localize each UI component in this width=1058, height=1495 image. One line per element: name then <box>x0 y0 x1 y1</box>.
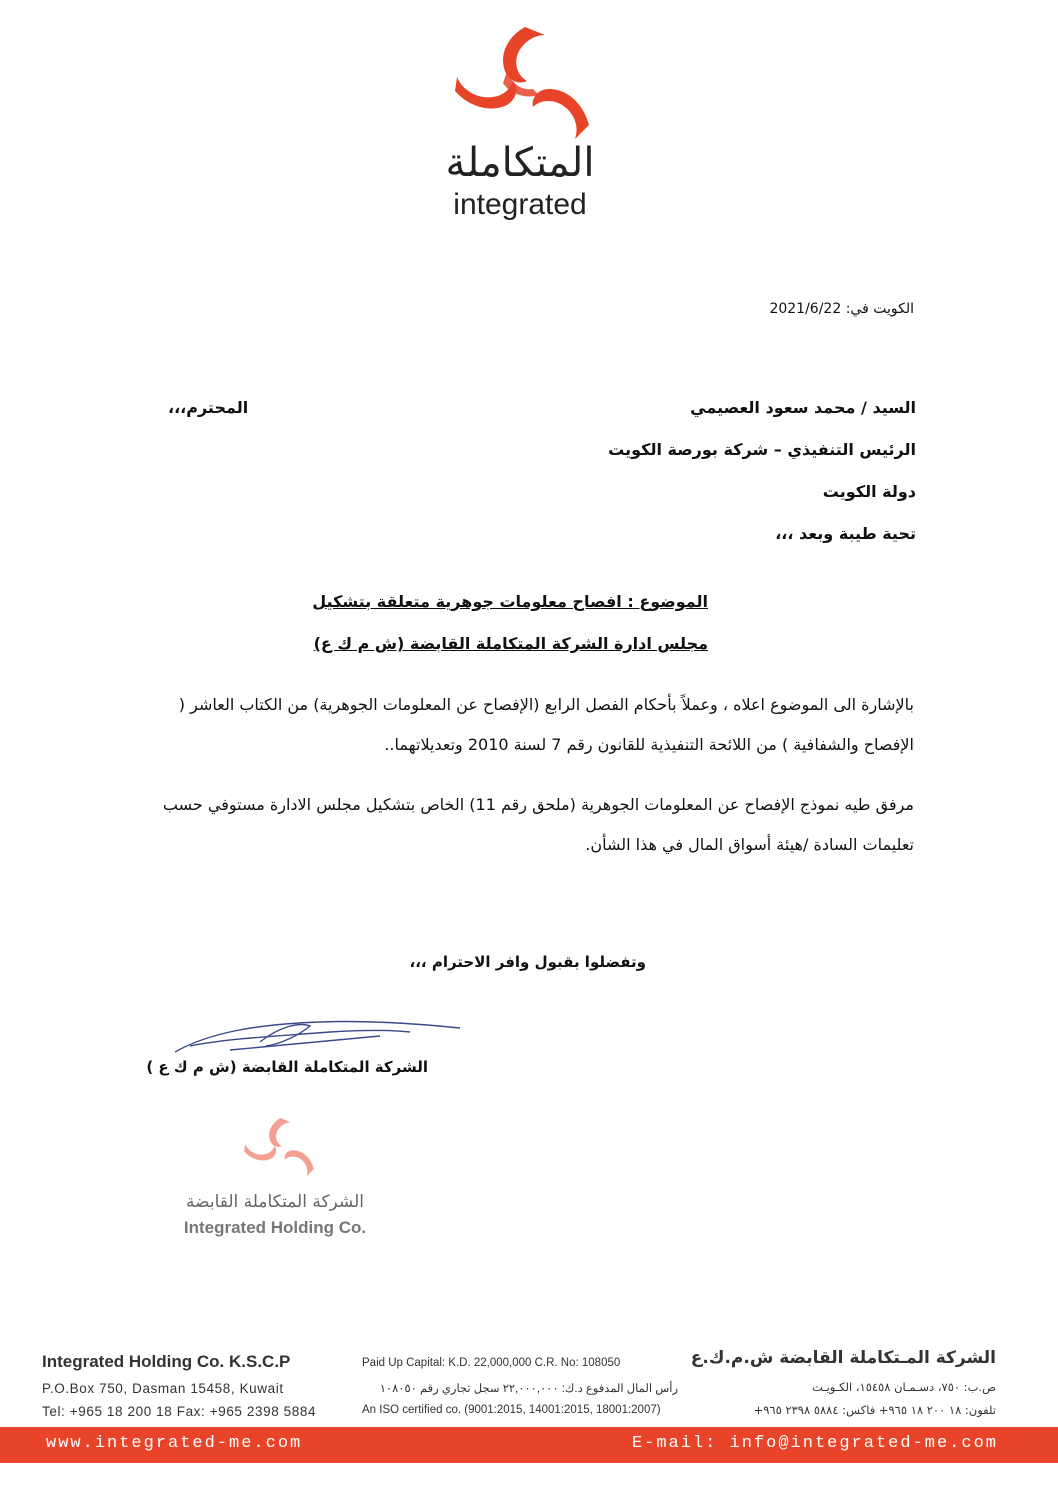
recipient-state: دولة الكويت <box>822 482 916 501</box>
letter-date: الكويت في: 2021/6/22 <box>769 301 914 317</box>
logo-english-wordmark: integrated <box>453 188 587 221</box>
footer-phone-ar: تلفون: ١٨ ٢٠٠ ١٨ ٩٦٥+ فاكس: ٥٨٨٤ ٢٣٩٨ ٩٦٥+ <box>753 1403 996 1417</box>
footer-address-ar: ص.ب: ٧٥٠، دسـمـان ١٥٤٥٨، الكـويـت <box>811 1380 996 1394</box>
footer-company-name-en: Integrated Holding Co. K.S.C.P <box>42 1352 291 1371</box>
footer-address-en: P.O.Box 750, Dasman 15458, Kuwait <box>42 1381 284 1396</box>
body-paragraph-2: مرفق طيه نموذج الإفصاح عن المعلومات الجوهرية (ملحق رقم 11) الخاص بتشكيل مجلس الادارة مستوفي حسب تعليمات السادة /هيئة أسواق المال في هذا الشأن. <box>162 795 914 854</box>
signatory-company: الشركة المتكاملة القابضة (ش م ك ع ) <box>146 1058 428 1076</box>
recipient-respect: المحترم،،، <box>168 398 249 417</box>
footer-capital-ar: رأس المال المدفوع د.ك: ٢٢,٠٠٠,٠٠٠ سجل تجاري رقم ١٠٨٠٥٠ <box>379 1383 678 1395</box>
footer-iso: An ISO certified co. (9001:2015, 14001:2015, 18001:2007) <box>362 1404 661 1416</box>
subject-line-1: الموضوع : افصاح معلومات جوهرية متعلقة بتشكيل <box>312 592 708 611</box>
footer-company-name-ar: الشركة المـتكاملة القابضة ش.م.ك.ع <box>690 1348 996 1368</box>
stamp-english-name: Integrated Holding Co. <box>183 1218 367 1237</box>
footer-capital: Paid Up Capital: K.D. 22,000,000 C.R. No: 108050 <box>362 1357 621 1369</box>
footer-website-link[interactable]: www.integrated-me.com <box>46 1434 303 1453</box>
signature-icon <box>170 1012 470 1062</box>
body-paragraph-1: بالإشارة الى الموضوع اعلاه ، وعملاً بأحكام الفصل الرابع (الإفصاح عن المعلومات الجوهرية) من الكتاب العاشر ( الإفصاح والشفافية ) من اللائحة التنفيذية للقانون رقم 7 لسنة 2010 وتعديلاتهما.. <box>178 695 914 754</box>
footer-email-link[interactable]: E-mail: info@integrated-me.com <box>631 1434 998 1453</box>
footer-phone-en: Tel: +965 18 200 18 Fax: +965 2398 5884 <box>42 1404 317 1419</box>
stamp-arabic-name: الشركة المتكاملة القابضة <box>185 1192 364 1212</box>
recipient-name: السيد / محمد سعود العصيمي <box>690 398 916 417</box>
greeting: تحية طيبة وبعد ،،، <box>775 524 916 543</box>
closing-line: وتفضلوا بقبول وافر الاحترام ،،، <box>409 953 646 971</box>
company-logo-icon <box>447 25 597 150</box>
subject-line-2: مجلس ادارة الشركة المتكاملة القابضة (ش م ك ع) <box>313 634 708 653</box>
logo-arabic-wordmark: المتكاملة <box>445 140 595 186</box>
recipient-title: الرئيس التنفيذي – شركة بورصة الكويت <box>608 440 916 459</box>
